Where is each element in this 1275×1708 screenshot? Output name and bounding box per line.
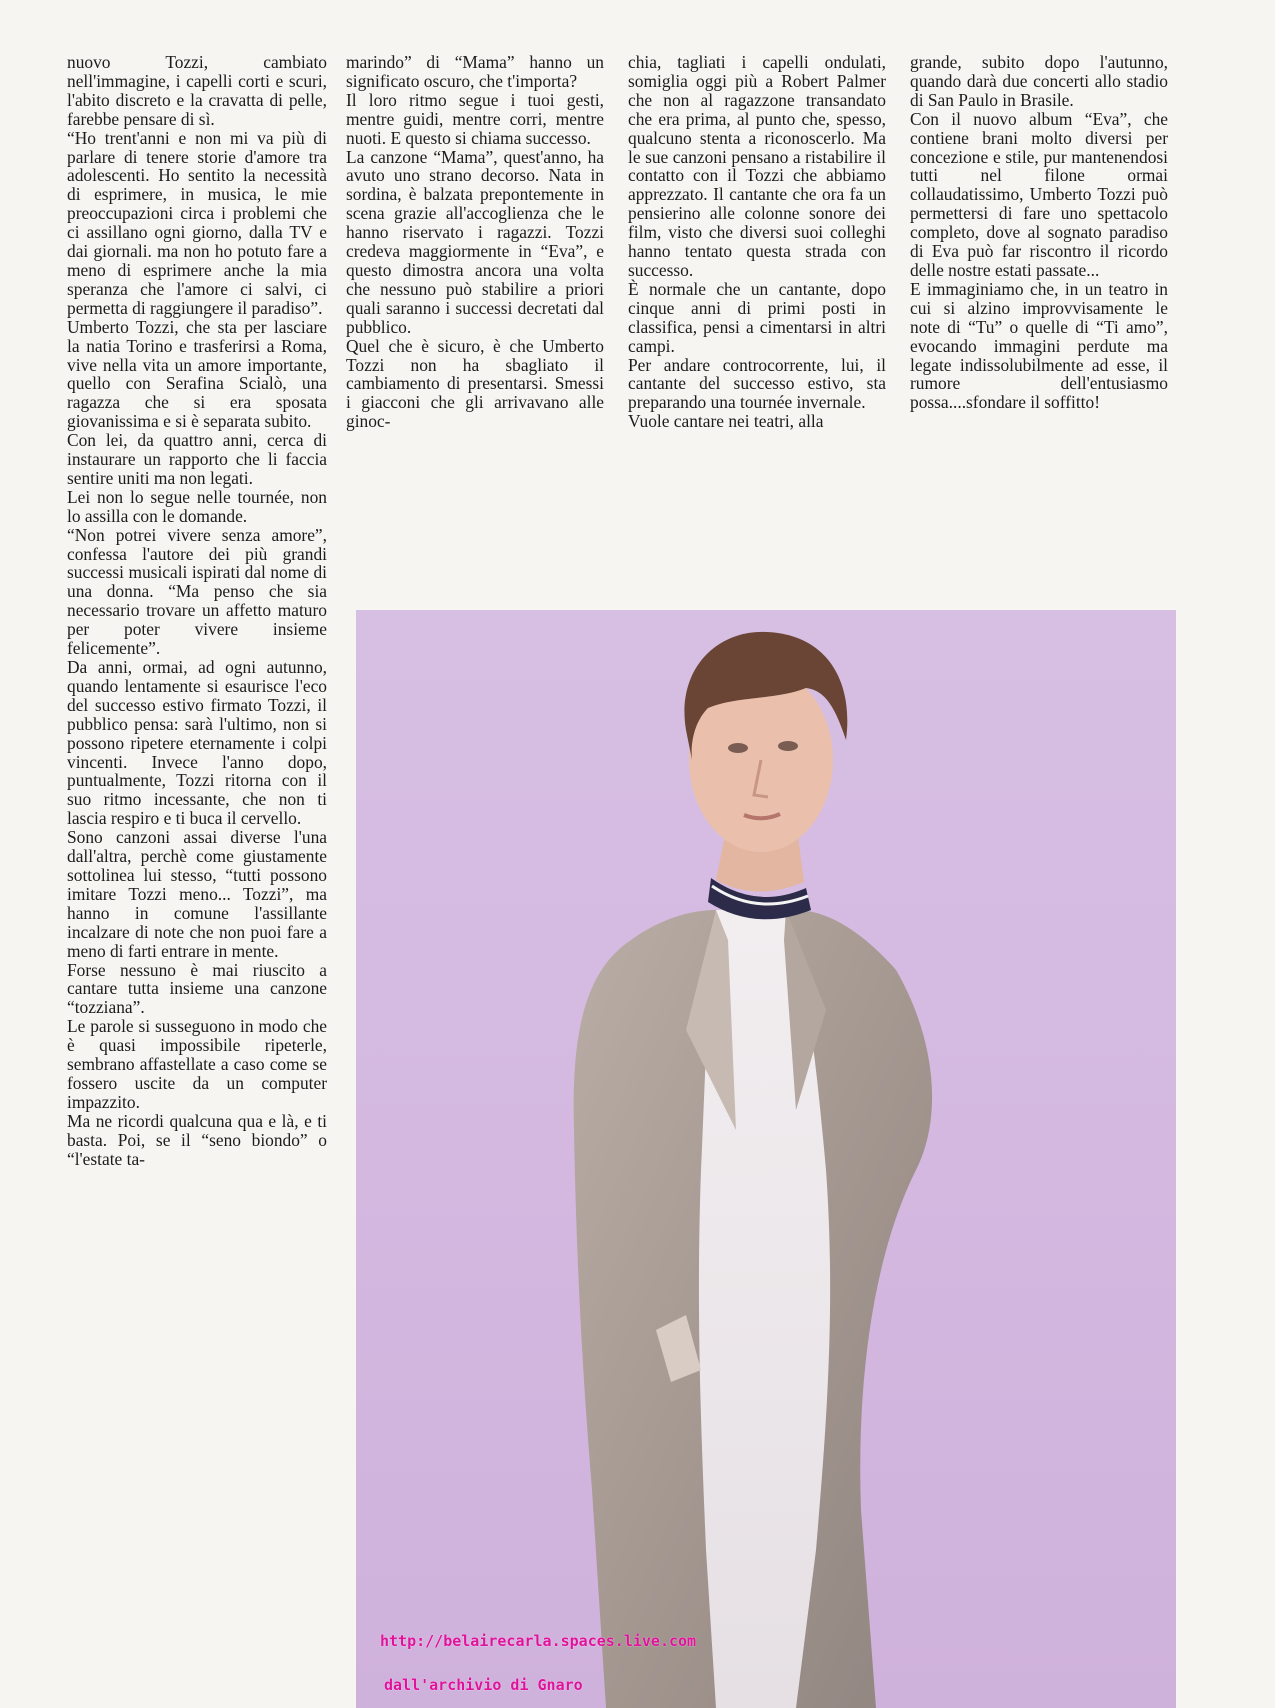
portrait-illustration (356, 610, 1176, 1708)
watermark-url: http://belairecarla.spaces.live.com (380, 1632, 697, 1650)
paragraph: Lei non lo segue nelle tournée, non lo assilla con le domande. (67, 486, 327, 526)
paragraph: Da anni, ormai, ad ogni autunno, quando lentamente si esaurisce l'eco del successo estivo firmato Tozzi, il pubblico pensa: sarà l'ultimo, non si possono ripetere eternamente i colpi vincenti. Invece l'anno dopo, puntualmente, Tozzi ritorna con il suo ritmo incessante, che non ti lascia respiro e ti buca il cervello. (67, 657, 327, 829)
paragraph: Le parole si susseguono in modo che è quasi impossibile ripeterle, sembrano affastellate a caso come se fossero uscite da un computer impazzito. (67, 1016, 327, 1112)
paragraph: Ma ne ricordi qualcuna qua e là, e ti basta. Poi, se il “seno biondo” o “l'estate ta- (67, 1110, 327, 1169)
paragraph: “Non potrei vivere senza amore”, confessa l'autore dei più grandi successi musicali ispirati dal nome di una donna. “Ma penso che sia necessario trovare un affetto maturo per poter vivere insieme felicemente”. (67, 524, 327, 659)
paragraph: La canzone “Mama”, quest'anno, ha avuto uno strano decorso. Nata in sordina, è balzata prepontemente in scena grazie all'accoglienza che le hanno riservato i ragazzi. Tozzi credeva maggiormente in “Eva”, e questo dimostra ancora una volta che nessuno può stabilire a priori quali saranno i successi decretati dal pubblico. (346, 146, 604, 337)
paragraph: E immaginiamo che, in un teatro in cui si alzino improvvisamente le note di “Tu” o quelle di “Ti amo”, evocando immagini perdute ma legate indissolubilmente ad esse, il rumore dell'entusiasmo possa....sfondare il soffitto! (910, 278, 1168, 413)
paragraph: È normale che un cantante, dopo cinque anni di primi posti in classifica, pensi a cimentarsi in altri campi. (628, 278, 886, 356)
paragraph: marindo” di “Mama” hanno un significato oscuro, che t'importa? (346, 53, 604, 91)
article-column-1 (67, 53, 327, 1698)
paragraph: Il loro ritmo segue i tuoi gesti, mentre guidi, mentre corri, mentre nuoti. E questo si chiama successo. (346, 89, 604, 148)
paragraph: Umberto Tozzi, che sta per lasciare la natia Torino e trasferirsi a Roma, vive nella vita un amore importante, quello con Serafina Scialò, una ragazza che si era sposata giovanissima e si è separata subito. (67, 316, 327, 432)
paragraph: nuovo Tozzi, cambiato nell'immagine, i capelli corti e scuri, l'abito discreto e la cravatta di pelle, farebbe pensare di sì. (67, 53, 327, 129)
paragraph: Quel che è sicuro, è che Umberto Tozzi non ha sbagliato il cambiamento di presentarsi. Smessi i giacconi che gli arrivavano alle ginoc- (346, 335, 604, 432)
paragraph: Sono canzoni assai diverse l'una dall'altra, perchè come giustamente sottolinea lui stesso, “tutti possono imitare Tozzi meno... Tozzi”, ma hanno in comune l'assillante incalzare di note che non puoi fare a meno di farti entrare in mente. (67, 827, 327, 961)
paragraph: Vuole cantare nei teatri, alla (628, 411, 824, 432)
article-column-4 (910, 53, 1168, 588)
paragraph: Con il nuovo album “Eva”, che contiene brani molto diversi per concezione e stile, pur mantenendosi tutti nel filone ormai collaudatissimo, Umberto Tozzi può permettersi di fare uno spettacolo completo, dove al sognato paradiso di Eva può far riscontro il ricordo delle nostre estati passate... (910, 108, 1168, 280)
paragraph: “Ho trent'anni e non mi va più di parlare di tenere storie d'amore tra adolescenti. Ho sentito la necessità di esprimere, in musica, le mie preoccupazioni circa i problemi che ci assillano ogni giorno, dalla TV e dai giornali. ma non ho potuto fare a meno di esprimere anche la mia speranza che l'amore ci salvi, ci permetta di raggiungere il paradiso”. (67, 127, 327, 318)
article-column-3 (628, 53, 886, 588)
paragraph: chia, tagliati i capelli ondulati, somiglia oggi più a Robert Palmer che non al ragazzone transandato che era prima, al punto che, spesso, qualcuno stenta a riconoscerlo. Ma le sue canzoni pensano a ristabilire il contatto con il Tozzi che abbiamo apprezzato. Il cantante che ora fa un pensierino alle colonne sonore dei film, visto che diversi suoi colleghi hanno tentato questa strada con successo. (628, 53, 886, 280)
watermark-archive: dall'archivio di Gnaro (384, 1676, 583, 1694)
article-column-2 (346, 53, 604, 588)
portrait-photo (356, 610, 1176, 1708)
paragraph: grande, subito dopo l'autunno, quando darà due concerti allo stadio di San Paulo in Brasile. (910, 53, 1168, 110)
paragraph: Per andare controcorrente, lui, il cantante del successo estivo, sta preparando una tournée invernale. (628, 354, 886, 413)
paragraph: Con lei, da quattro anni, cerca di instaurare un rapporto che li faccia sentire uniti ma non legati. (67, 430, 327, 488)
paragraph: Forse nessuno è mai riuscito a cantare tutta insieme una canzone “tozziana”. (67, 959, 327, 1018)
